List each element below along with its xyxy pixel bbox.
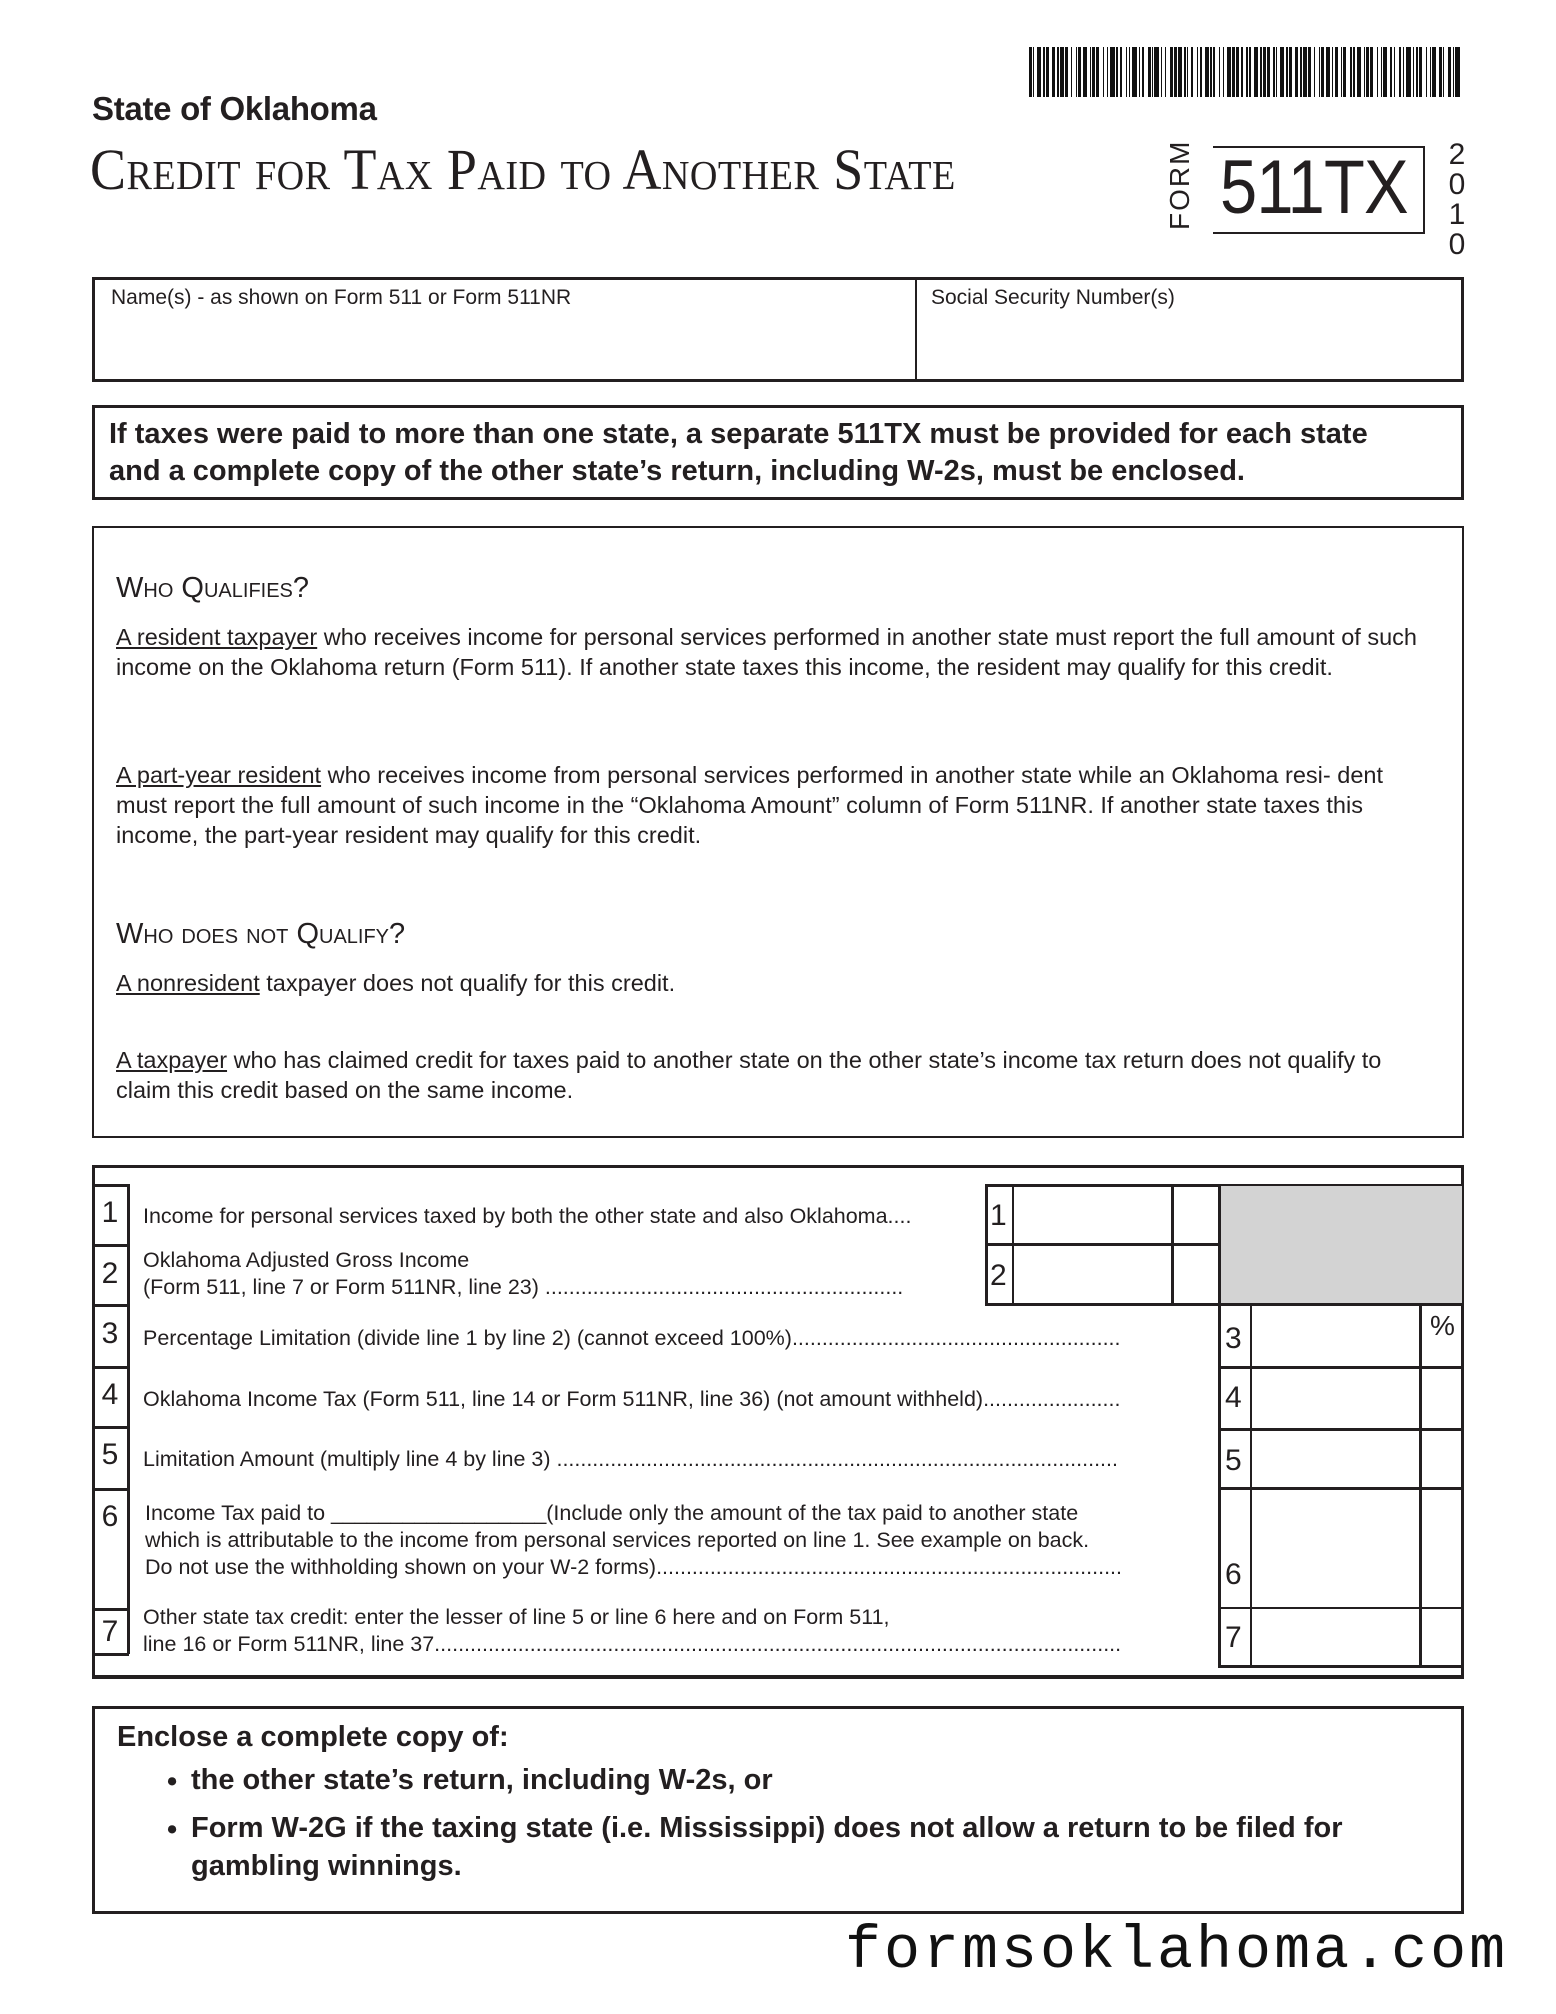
nonresident-text: taxpayer does not qualify for this credit. xyxy=(259,970,676,996)
barcode-bar xyxy=(1453,47,1454,97)
barcode-bar xyxy=(1205,47,1209,97)
barcode-bar xyxy=(1377,47,1378,97)
barcode-bar xyxy=(1083,47,1087,97)
resident-text: who receives income for personal services performed in another state must report the full amount of such income on the Oklahoma return (Form 511). If another state taxes this income, the resident may qualify for this credit. xyxy=(116,624,1417,680)
box-number: 3 xyxy=(1225,1322,1242,1355)
taxpayer-term: A taxpayer xyxy=(116,1047,228,1073)
line-4-description: Oklahoma Income Tax (Form 511, line 14 or Form 511NR, line 36) (not amount withheld)....................... xyxy=(143,1387,1121,1411)
bullet-icon: • xyxy=(167,1814,178,1846)
box-number: 2 xyxy=(990,1259,1007,1292)
line-3-description: Percentage Limitation (divide line 1 by line 2) (cannot exceed 100%)....................................................... xyxy=(143,1326,1121,1350)
year-digit: 0 xyxy=(1448,228,1466,261)
line-number: 5 xyxy=(101,1438,119,1471)
taxpayer-text: who has claimed credit for taxes paid to another state on the other state’s income tax return does not qualify to claim this credit based on the same income. xyxy=(116,1047,1382,1103)
year-digit: 0 xyxy=(1448,168,1466,201)
barcode-bar xyxy=(1219,47,1220,97)
barcode-bar xyxy=(1364,47,1365,97)
barcode-bar xyxy=(1241,47,1242,97)
resident-term: A resident taxpayer xyxy=(116,624,318,650)
barcode-bar xyxy=(1246,47,1247,97)
barcode-bar xyxy=(1236,47,1239,97)
line-6-description-c: Do not use the withholding shown on your W-2 forms).............................................................................. xyxy=(145,1555,1123,1579)
form-year xyxy=(1442,140,1472,260)
line-5-description: Limitation Amount (multiply line 4 by line 3) .............................................................................................. xyxy=(143,1447,1118,1471)
part-year-paragraph xyxy=(116,760,1436,850)
shaded-area xyxy=(1219,1186,1462,1305)
barcode-bar xyxy=(1191,47,1194,97)
rule xyxy=(1219,1184,1464,1186)
line-5-amount-input[interactable] xyxy=(1253,1431,1418,1487)
barcode-bar xyxy=(1303,47,1307,97)
line-3-percent-input[interactable] xyxy=(1253,1306,1418,1366)
barcode-bar xyxy=(1332,47,1333,97)
barcode-bar xyxy=(1326,47,1330,97)
barcode-bar xyxy=(1403,47,1404,97)
barcode-bar xyxy=(1383,47,1387,97)
barcode-bar xyxy=(1184,47,1185,97)
barcode-bar xyxy=(1096,47,1099,97)
barcode-bar xyxy=(1227,47,1231,97)
barcode-bar xyxy=(1046,47,1049,97)
resident-paragraph xyxy=(116,622,1436,682)
rule xyxy=(92,1488,129,1491)
barcode-bar xyxy=(1335,47,1338,97)
barcode-bar xyxy=(1280,47,1284,97)
line-6-description: Income Tax paid to __________________(Include only the amount of the tax paid to another state xyxy=(145,1501,1079,1525)
line-6-description-b: which is attributable to the income from personal services reported on line 1. See example on back. xyxy=(145,1528,1090,1552)
rule xyxy=(127,1184,130,1654)
barcode-bar xyxy=(1390,47,1393,97)
enclose-heading: Enclose a complete copy of: xyxy=(117,1721,509,1753)
line-1-description: Income for personal services taxed by both the other state and also Oklahoma.... xyxy=(143,1204,912,1228)
barcode-bar xyxy=(1295,47,1298,97)
form-label: FORM xyxy=(1164,139,1195,230)
rule xyxy=(1218,1303,1221,1668)
barcode-bar xyxy=(1057,47,1058,97)
barcode-bar xyxy=(1267,47,1270,97)
barcode-bar xyxy=(1033,47,1034,97)
name-label: Name(s) - as shown on Form 511 or Form 511NR xyxy=(111,286,572,309)
barcode-bar xyxy=(1043,47,1044,97)
line-7-description: Other state tax credit: enter the lesser of line 5 or line 6 here and on Form 511, xyxy=(143,1605,890,1629)
barcode-bar xyxy=(1170,47,1173,97)
box-number: 1 xyxy=(990,1199,1007,1232)
part-year-text: who receives income from personal services performed in another state while an Oklahoma resi- dent must report the full amount of such income in the “Oklahoma Amount” column of Form 511NR. If another state taxes this income, the part-year resident may qualify for this credit. xyxy=(116,762,1383,848)
barcode-bar xyxy=(1139,47,1140,97)
barcode-bar xyxy=(1060,47,1064,97)
barcode-bar xyxy=(1213,47,1216,97)
barcode-bar xyxy=(1430,47,1431,97)
rule xyxy=(92,1244,129,1247)
ssn-label: Social Security Number(s) xyxy=(931,286,1175,309)
barcode-bar xyxy=(1260,47,1261,97)
barcode-bar xyxy=(1416,47,1419,97)
barcode-bar xyxy=(1399,47,1402,97)
line-number: 3 xyxy=(101,1317,119,1350)
barcode-bar xyxy=(1110,47,1114,97)
barcode-bar xyxy=(1286,47,1287,97)
barcode-bar xyxy=(1249,47,1252,97)
barcode-bar xyxy=(1273,47,1274,97)
year-digit: 1 xyxy=(1448,198,1466,231)
barcode-bar xyxy=(1455,47,1459,97)
multi-state-warning xyxy=(92,405,1464,500)
barcode-bar xyxy=(1107,47,1108,97)
barcode-bar xyxy=(1210,47,1211,97)
barcode-bar xyxy=(1406,47,1410,97)
rule xyxy=(1219,1607,1464,1609)
barcode-bar xyxy=(1321,47,1324,97)
who-qualifies-heading: Who Qualifies? xyxy=(116,572,310,604)
barcode-bar xyxy=(1065,47,1068,97)
barcode-bar xyxy=(1029,47,1032,97)
identity-box xyxy=(92,277,1464,382)
barcode-bar xyxy=(1071,47,1072,97)
who-not-qualify-heading: Who does not Qualify? xyxy=(116,918,406,950)
barcode-bar xyxy=(1443,47,1444,97)
rule xyxy=(1250,1303,1252,1668)
line-1-amount-input[interactable] xyxy=(1015,1187,1170,1243)
barcode-bar xyxy=(1178,47,1182,97)
barcode-bar xyxy=(1366,47,1369,97)
percent-sign: % xyxy=(1430,1310,1455,1341)
barcode-bar xyxy=(1426,47,1427,97)
rule xyxy=(1219,1665,1464,1668)
barcode-bar xyxy=(1276,47,1277,97)
barcode-bar xyxy=(1314,47,1315,97)
barcode-bar xyxy=(1120,47,1123,97)
barcode-bar xyxy=(1353,47,1354,97)
barcode-bar xyxy=(1223,47,1224,97)
barcode xyxy=(1029,47,1463,97)
part-year-term: A part-year resident xyxy=(116,762,322,788)
barcode-bar xyxy=(1116,47,1119,97)
barcode-bar xyxy=(1132,47,1136,97)
barcode-bar xyxy=(1037,47,1041,97)
nonresident-term: A nonresident xyxy=(116,970,260,996)
barcode-bar xyxy=(1148,47,1151,97)
rule xyxy=(92,1653,129,1656)
box-number: 5 xyxy=(1225,1444,1242,1477)
barcode-bar xyxy=(1129,47,1130,97)
enclose-item: the other state’s return, including W-2s, or xyxy=(191,1764,773,1796)
barcode-bar xyxy=(1381,47,1382,97)
nonresident-paragraph xyxy=(116,968,1436,998)
barcode-bar xyxy=(1448,47,1451,97)
barcode-bar xyxy=(1341,47,1342,97)
barcode-bar xyxy=(1289,47,1292,97)
state-name: State of Oklahoma xyxy=(92,90,377,127)
barcode-bar xyxy=(1300,47,1301,97)
rule xyxy=(92,1608,129,1611)
barcode-bar xyxy=(1076,47,1077,97)
line-2-description-b: (Form 511, line 7 or Form 511NR, line 23) ............................................................ xyxy=(143,1275,904,1299)
barcode-bar xyxy=(1308,47,1311,97)
line-7-amount-input[interactable] xyxy=(1253,1610,1418,1665)
name-field[interactable] xyxy=(105,316,905,376)
barcode-bar xyxy=(1165,47,1166,97)
barcode-bar xyxy=(1152,47,1153,97)
rule xyxy=(92,1184,129,1187)
line-number: 2 xyxy=(101,1257,119,1290)
barcode-bar xyxy=(1254,47,1258,97)
divider xyxy=(915,280,917,379)
barcode-bar xyxy=(1370,47,1373,97)
line-2-amount-input[interactable] xyxy=(1015,1247,1170,1303)
watermark: formsoklahoma.com xyxy=(845,1918,1509,1986)
eligibility-box xyxy=(92,526,1464,1138)
barcode-bar xyxy=(1052,47,1055,97)
line-number: 1 xyxy=(101,1196,119,1229)
barcode-bar xyxy=(1103,47,1104,97)
enclose-item: Form W-2G if the taxing state (i.e. Mississippi) does not allow a return to be filed for gambling winnings. xyxy=(191,1812,1343,1882)
barcode-bar xyxy=(1394,47,1395,97)
barcode-bar xyxy=(1419,47,1422,97)
line-number: 4 xyxy=(101,1378,119,1411)
barcode-bar xyxy=(1092,47,1095,97)
form-number: 511TX xyxy=(1220,145,1408,230)
barcode-bar xyxy=(1350,47,1353,97)
box-number: 4 xyxy=(1225,1381,1242,1414)
barcode-bar xyxy=(1232,47,1235,97)
line-2-description: Oklahoma Adjusted Gross Income xyxy=(143,1248,470,1272)
rule xyxy=(1419,1303,1422,1668)
barcode-bar xyxy=(1413,47,1414,97)
taxpayer-paragraph xyxy=(116,1045,1436,1105)
barcode-bar xyxy=(1263,47,1266,97)
barcode-bar xyxy=(1161,47,1162,97)
line-6-amount-input[interactable] xyxy=(1253,1490,1418,1606)
box-number: 6 xyxy=(1225,1558,1242,1591)
line-7-description-b: line 16 or Form 511NR, line 37................................................................................................................... xyxy=(143,1632,1122,1656)
enclosure-instructions xyxy=(92,1706,1464,1914)
barcode-bar xyxy=(1174,47,1177,97)
barcode-bar xyxy=(1343,47,1346,97)
barcode-bar xyxy=(1142,47,1145,97)
barcode-bar xyxy=(1090,47,1091,97)
barcode-bar xyxy=(1078,47,1081,97)
barcode-bar xyxy=(1432,47,1436,97)
barcode-bar xyxy=(1439,47,1442,97)
rule xyxy=(92,1366,129,1369)
page-title: Credit for Tax Paid to Another State xyxy=(90,137,956,202)
ssn-field[interactable] xyxy=(925,316,1455,376)
barcode-bar xyxy=(1126,47,1127,97)
barcode-bar xyxy=(1197,47,1198,97)
warning-line-1: If taxes were paid to more than one state, a separate 511TX must be provided for each state xyxy=(109,418,1368,450)
barcode-bar xyxy=(1154,47,1158,97)
barcode-bar xyxy=(1319,47,1320,97)
rule xyxy=(92,1304,129,1307)
line-number: 7 xyxy=(101,1615,119,1648)
rule xyxy=(985,1243,1221,1246)
line-number: 6 xyxy=(101,1500,119,1533)
barcode-bar xyxy=(1187,47,1188,97)
year-digit: 2 xyxy=(1448,138,1466,171)
line-4-amount-input[interactable] xyxy=(1253,1369,1418,1427)
rule xyxy=(92,1426,129,1429)
barcode-bar xyxy=(1357,47,1361,97)
barcode-bar xyxy=(1200,47,1203,97)
box-number: 7 xyxy=(1225,1621,1242,1654)
bullet-icon: • xyxy=(167,1766,178,1798)
warning-line-2: and a complete copy of the other state’s return, including W-2s, must be enclosed. xyxy=(109,455,1245,487)
